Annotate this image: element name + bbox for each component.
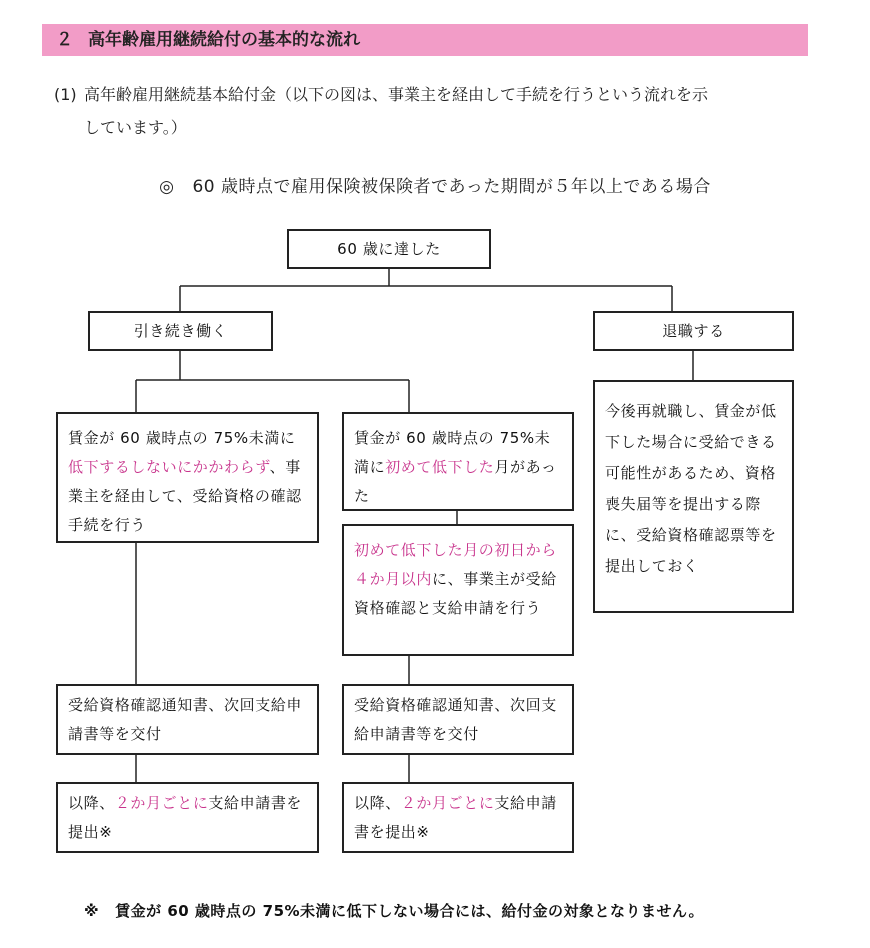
flow-retire-note: 今後再就職し、賃金が低下した場合に受給できる可能性があるため、資格喪失届等を提出する際に、受給資格確認票等を提出しておく <box>605 402 777 575</box>
flow-right-notice-box <box>342 684 574 755</box>
flow-right-apply-box <box>342 524 574 656</box>
section-title: 高年齢雇用継続給付の基本的な流れ <box>88 30 360 50</box>
condition-text: 60 歳時点で雇用保険被保険者であった期間が５年以上である場合 <box>192 177 711 197</box>
right-after-highlight: ２か月ごとに <box>400 794 495 812</box>
flow-left-after-box <box>56 782 319 853</box>
left-condition-post: 、事業主を経由して、受給資格の確認手続を行う <box>68 458 302 534</box>
right-condition-pre: 賃金が 60 歳時点の 75%未満に <box>354 429 551 476</box>
flow-right-condition-box <box>342 412 574 511</box>
double-circle-icon: ◎ <box>159 177 175 197</box>
flow-continue-box <box>88 311 273 351</box>
flow-retire-box <box>593 311 794 351</box>
left-after-highlight: ２か月ごとに <box>114 794 209 812</box>
flow-start-label: 60 歳に達した <box>337 240 441 258</box>
flow-start-box <box>287 229 491 269</box>
flow-right-after-box <box>342 782 574 853</box>
left-notice-text: 受給資格確認通知書、次回支給申請書等を交付 <box>68 696 303 743</box>
right-after-pre: 以降、 <box>354 794 401 812</box>
left-condition-pre: 賃金が 60 歳時点の 75%未満に <box>68 429 296 447</box>
left-condition-highlight: 低下するしないにかかわらず <box>68 458 270 476</box>
flow-retire-note-box <box>593 380 794 613</box>
flow-left-condition-box <box>56 412 319 543</box>
right-notice-text: 受給資格確認通知書、次回支給申請書等を交付 <box>354 696 557 743</box>
right-apply-post: に、事業主が受給資格確認と支給申請を行う <box>354 570 557 617</box>
left-after-post: 支給申請書を提出※ <box>68 794 303 841</box>
section-number: ２ <box>56 30 73 50</box>
flow-continue-label: 引き続き働く <box>133 322 228 340</box>
footnote-text: 賃金が 60 歳時点の 75%未満に低下しない場合には、給付金の対象となりません。 <box>115 902 704 920</box>
right-apply-highlight: 初めて低下した月の初日から４か月以内 <box>354 541 557 588</box>
right-after-post: 支給申請書を提出※ <box>354 794 557 841</box>
intro-index: (1) <box>54 85 77 104</box>
intro-line2: しています。） <box>84 118 187 137</box>
left-after-pre: 以降、 <box>68 794 115 812</box>
flow-left-notice-box <box>56 684 319 755</box>
footnote-mark: ※ <box>84 902 100 920</box>
footnote <box>84 900 844 921</box>
flow-retire-label: 退職する <box>662 322 725 340</box>
intro-line1: 高年齢雇用継続基本給付金（以下の図は、事業主を経由して手続を行うという流れを示 <box>84 85 709 104</box>
right-condition-highlight: 初めて低下した <box>385 458 495 476</box>
right-condition-post: 月があった <box>354 458 557 505</box>
